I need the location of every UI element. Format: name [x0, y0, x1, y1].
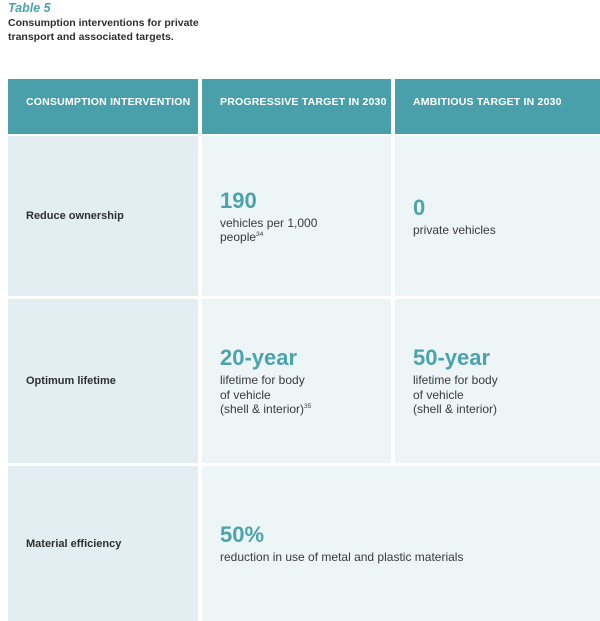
- row-label-reduce-ownership: [8, 136, 198, 296]
- target-description: private vehicles: [413, 222, 496, 237]
- header-consumption-intervention: CONSUMPTION INTERVENTION: [8, 79, 198, 134]
- footnote-ref: 34: [256, 231, 264, 238]
- header-progressive-target: PROGRESSIVE TARGET IN 2030: [202, 79, 391, 134]
- target-description: reduction in use of metal and plastic materials: [220, 550, 464, 565]
- target-value: 50%: [220, 522, 265, 548]
- target-value: 50-year: [413, 345, 491, 371]
- row-label-text: Optimum lifetime: [26, 375, 116, 387]
- footnote-ref: 35: [304, 403, 312, 411]
- table-caption: Consumption interventions for private transport and associated targets.: [8, 17, 199, 43]
- target-value: 0: [413, 194, 426, 220]
- target-description: lifetime for body of vehicle (shell & interior): [413, 373, 498, 417]
- row-label-material-efficiency: [8, 466, 198, 621]
- ambitious-reduce-ownership: [395, 136, 600, 296]
- targets-table: [8, 79, 600, 621]
- row-label-text: Material efficiency: [26, 537, 122, 550]
- target-value: 190: [220, 187, 257, 213]
- progressive-reduce-ownership: [202, 136, 391, 296]
- table-label: Table 5: [8, 1, 51, 15]
- target-description: vehicles per 1,000 people$^{34}$: [220, 215, 318, 244]
- row-label-optimum-lifetime: [8, 299, 198, 463]
- target-description: lifetime for body of vehicle (shell & interior)$^{35}$: [220, 373, 312, 417]
- row-label-text: Reduce ownership: [26, 210, 124, 222]
- target-value: 20-year: [220, 345, 298, 371]
- header-ambitious-target: AMBITIOUS TARGET IN 2030: [395, 79, 600, 134]
- ambitious-optimum-lifetime: [395, 299, 600, 463]
- combined-material-efficiency: [202, 466, 600, 621]
- progressive-optimum-lifetime: [202, 299, 391, 463]
